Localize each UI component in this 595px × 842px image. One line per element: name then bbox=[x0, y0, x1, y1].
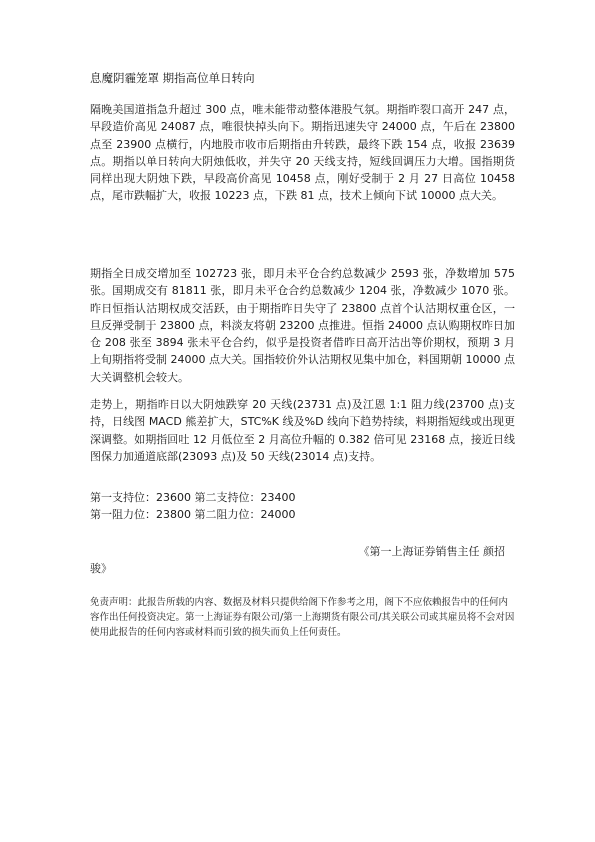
paragraph-text: 走势上，期指昨日以大阴烛跌穿 20 天线(23731 点)及江恩 1:1 阻力线(23700 点)支持，日线图 MACD 熊差扩大，STC%K 线及%D 线向下趋势持续，料期指短线或出现更深调整。如期指回吐 12 月低位至 2 月高位升幅的 0.382 倍可见 23168 点，接近日线图保力加通道底部(23093 点)及 50 天线(23014 点)支持。 bbox=[90, 398, 515, 463]
article-title: 息魔阴霾笼罩 期指高位单日转向 bbox=[90, 71, 255, 85]
support-levels: 第一支持位：23600 第二支持位：23400 bbox=[90, 491, 296, 504]
paragraph-text: 期指全日成交增加至 102723 张，即月未平仓合约总数减少 2593 张，净数增加 575 张。国期成交有 81811 张，即月未平仓合约总数减少 1204 张，净数减少 1070 张。昨日恒指认沽期权成交活跃，由于期指昨日失守了 23800 点首个认沽期权重仓区，一旦反弹受制于 23800 点，料淡友将朝 23200 点推进。恒指 24000 点认购期权昨日加仓 208 张至 3894 张未平仓合约，似乎是投资者借昨日高开沽出等价期权，预期 3 月上旬期指将受制 24000 点大关。国指较价外认沽期权见集中加仓，料国期朝 10000 点大关调整机会较大。 bbox=[90, 267, 515, 384]
author-signature bbox=[90, 543, 515, 578]
resistance-levels: 第一阻力位：23800 第二阻力位：24000 bbox=[90, 508, 296, 522]
paragraph-volume-options bbox=[90, 265, 515, 386]
paragraph-market-summary bbox=[90, 101, 515, 205]
paragraph-text: 隔晚美国道指急升超过 300 点，唯未能带动整体港股气氛。期指昨裂口高开 247 点，早段造价高见 24087 点，唯很快掉头向下。期指迅速失守 24000 点，午后在 23800 点至 23900 点横行，内地股市收市后期指由升转跌，最终下跌 154 点，收报 23639 点。期指以单日转向大阴烛低收，并失守 20 天线支持，短线回调压力大增。国指期货同样出现大阴烛下跌，早段高价高见 10458 点，刚好受制于 2 月 27 日高位 10458 点，尾市跌幅扩大，收报 10223 点，下跌 81 点，技术上倾向下试 10000 点大关。 bbox=[90, 103, 515, 203]
signature-line-1: 《第一上海证券销售主任 颜招 bbox=[358, 545, 505, 558]
support-resistance-levels bbox=[90, 489, 295, 524]
paragraph-technical-outlook bbox=[90, 396, 515, 465]
disclaimer: 免责声明：此报告所载的内容、数据及材料只提供给阁下作参考之用，阁下不应依赖报告中的任何内容作出任何投资决定。第一上海证券有限公司/第一上海期货有限公司/其关联公司或其雇员将不会对因使用此报告的任何内容或材料而引致的损失而负上任何责任。 bbox=[90, 597, 515, 638]
signature-line-2: 骏》 bbox=[90, 562, 112, 576]
